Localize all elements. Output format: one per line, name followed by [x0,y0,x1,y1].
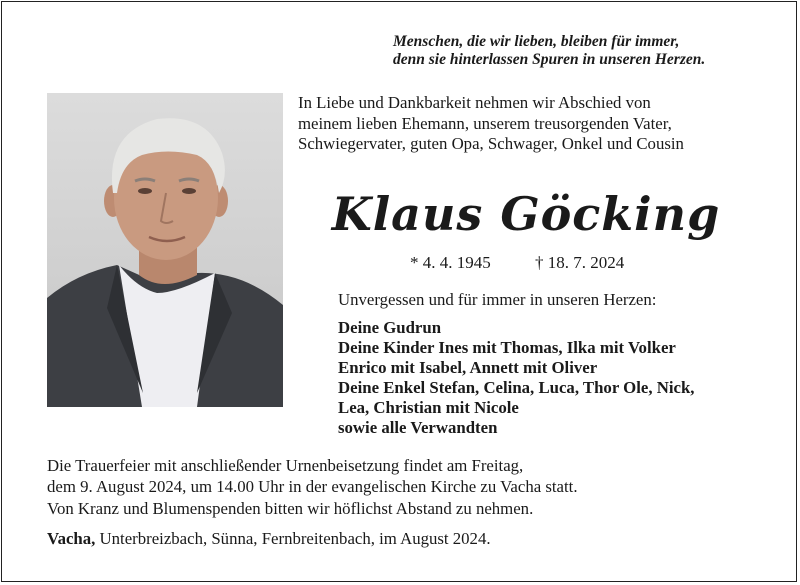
memory-line: Unvergessen und für immer in unseren Herzen: [338,290,657,309]
funeral-line: Die Trauerfeier mit anschließender Urnenbeisetzung findet am Freitag, [47,456,524,475]
intro-line: In Liebe und Dankbarkeit nehmen wir Abschied von [298,93,651,112]
mourners-line: sowie alle Verwandten [338,418,498,437]
motto [393,33,773,69]
motto-line: denn sie hinterlassen Spuren in unseren Herzen. [393,51,706,68]
birth-date: * 4. 4. 1945 [410,253,491,272]
funeral-info [47,456,787,520]
closing-place: Vacha, [47,529,96,548]
death-date: † 18. 7. 2024 [535,253,625,272]
mourners-list [338,318,778,438]
intro-text [298,93,768,155]
closing-rest: Unterbreizbach, Sünna, Fernbreitenbach, im August 2024. [95,529,491,548]
closing-line [47,529,491,549]
mourners-line: Enrico mit Isabel, Annett mit Oliver [338,358,598,377]
intro-line: meinem lieben Ehemann, unserem treusorgenden Vater, [298,113,672,133]
intro-line: Schwiegervater, guten Opa, Schwager, Onkel und Cousin [298,134,684,153]
mourners-line: Lea, Christian mit Nicole [338,398,519,417]
portrait-photo [47,93,283,407]
mourners-line: Deine Enkel Stefan, Celina, Luca, Thor Ole, Nick, [338,378,695,397]
motto-line: Menschen, die wir lieben, bleiben für immer, [393,33,680,50]
deceased-name: Klaus Göcking [331,187,721,241]
mourners-line: Deine Gudrun [338,318,442,337]
mourners-line: Deine Kinder Ines mit Thomas, Ilka mit Volker [338,338,676,357]
portrait-illustration [47,93,283,407]
life-dates [410,252,624,274]
funeral-line: dem 9. August 2024, um 14.00 Uhr in der evangelischen Kirche zu Vacha statt. [47,476,578,496]
funeral-line: Von Kranz und Blumenspenden bitten wir höflichst Abstand zu nehmen. [47,499,534,518]
